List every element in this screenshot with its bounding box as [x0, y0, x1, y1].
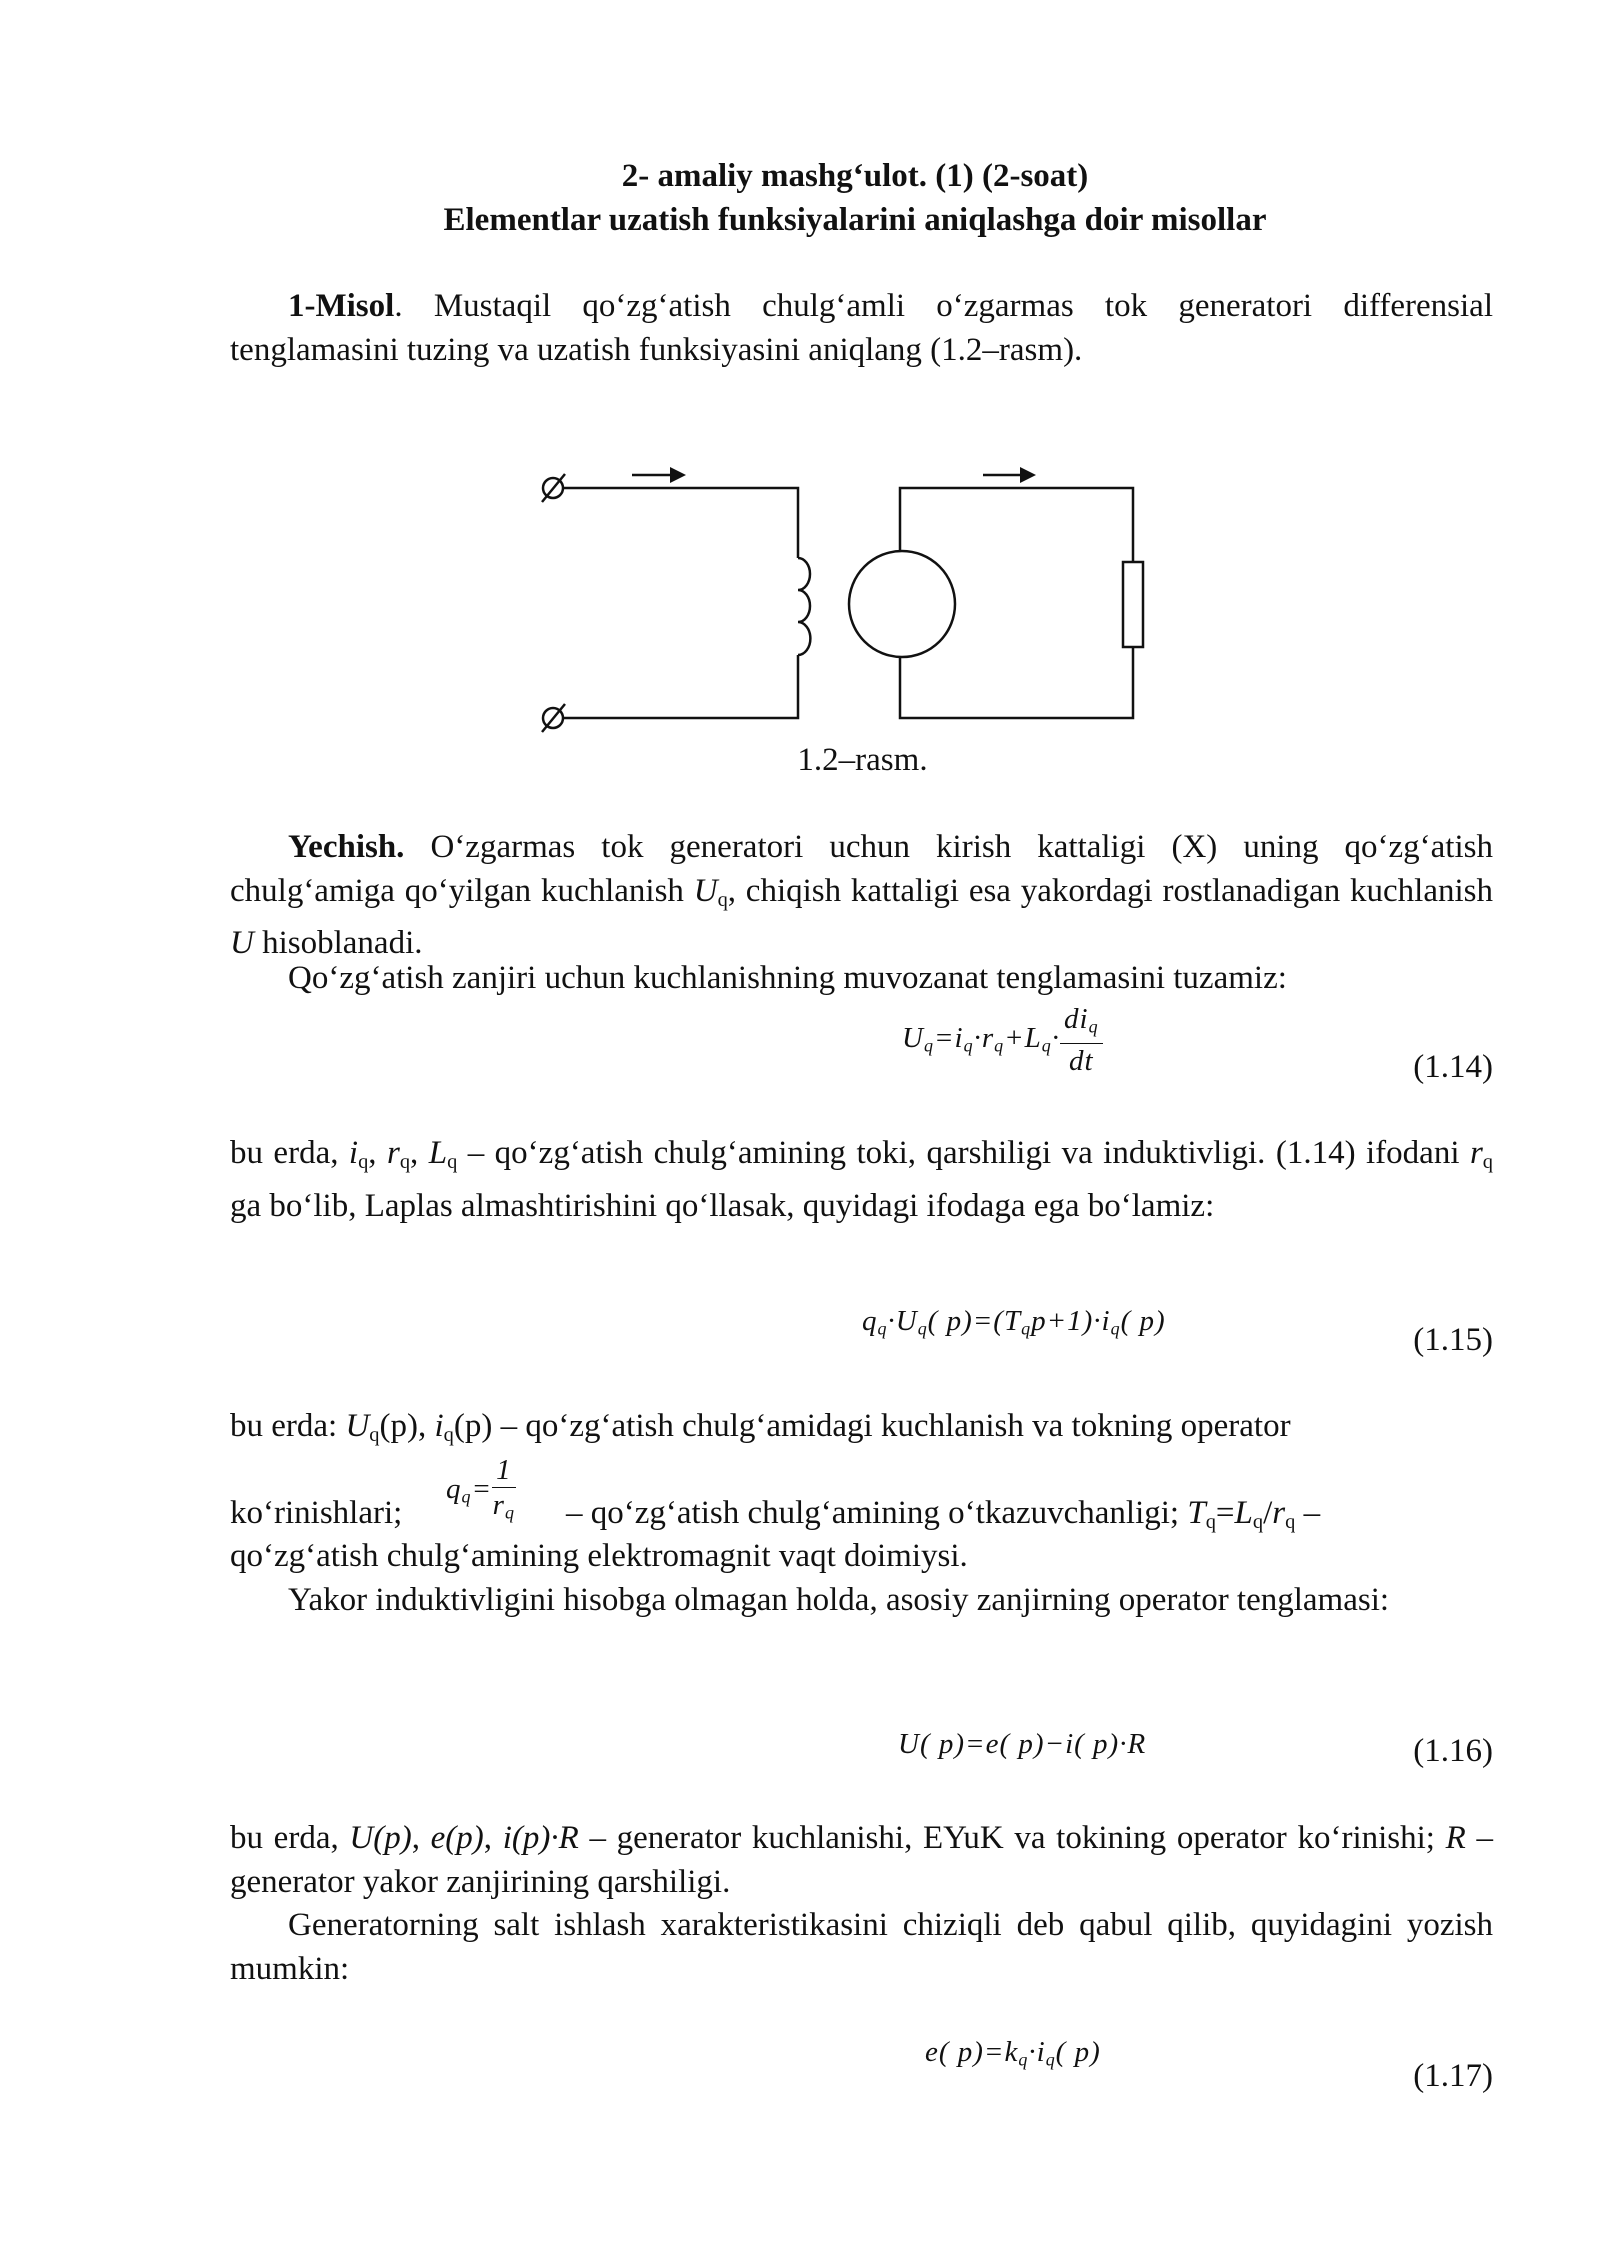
paragraph-idle-characteristic: Generatorning salt ishlash xarakteristikasini chiziqli deb qabul qilib, quyidagini yozish mumkin: — [230, 1907, 1493, 1987]
derivative-fraction: $\frac{di_q}{dt}$ — [1060, 1002, 1103, 1078]
current-arrow-output — [1020, 467, 1036, 483]
paragraph-balance-equation: Qo‘zg‘atish zanjiri uchun kuchlanishning muvozanat tenglamasini tuzamiz: — [288, 960, 1287, 996]
equation-1-14: $U_q=i_q\cdot r_q+L_q\cdot$ $\frac{di_q}{dt}$ — [902, 1002, 1103, 1078]
paragraph-armature: Yakor induktivligini hisobga olmagan holda, asosiy zanjirning operator tenglamasi: — [288, 1582, 1390, 1618]
page-title — [230, 154, 1480, 242]
equation-number-1-15: (1.15) — [1413, 1322, 1493, 1358]
equation-number-1-14: (1.14) — [1413, 1049, 1493, 1085]
excitation-wire-top — [563, 488, 798, 558]
output-wire-bottom — [900, 647, 1133, 718]
solution-label: Yechish. — [288, 829, 405, 865]
example-text: . Mustaqil qo‘zg‘atish chulg‘amli o‘zgarmas tok generatori differensial tenglamasini tuzing va uzatish funksiyasini aniqlang (1.2–rasm). — [230, 288, 1493, 368]
figure-caption: 1.2–rasm. — [797, 742, 928, 778]
conductance-fraction: $\frac{1}{r_q}$ — [492, 1454, 515, 1523]
equation-1-17: e( $p)=k_q\cdot i_q$( p) — [925, 2036, 1101, 2070]
equation-1-15: $q_q\cdot U_q$( $p)=(T_qp+1)\cdot i_q$( p) — [862, 1305, 1166, 1339]
output-wire-top — [900, 488, 1133, 562]
paragraph-laplace: bu erda, $i_q$, $r_q$, $L_q$ – qo‘zg‘atish chulg‘amining toki, qarshiligi va induktivligi. (1.14) ifodani $r_q$ ga bo‘lib, Laplas almashtirishini qo‘llasak, quyidagi ifodaga ega bo‘lamiz: — [230, 1135, 1493, 1224]
excitation-coil — [798, 558, 810, 655]
paragraph-operator-form: bu erda: $U_q(p)$, $i_q(p)$ – qo‘zg‘atish chulg‘amidagi kuchlanish va tokning operator — [230, 1408, 1291, 1447]
generator-symbol — [849, 551, 955, 657]
equation-1-16: U( p)=e( p)−i( p)·R — [898, 1728, 1147, 1760]
excitation-wire-bottom — [563, 655, 798, 718]
circuit-diagram — [520, 450, 1160, 750]
title-line-2: Elementlar uzatish funksiyalarini aniqlashga doir misollar — [443, 202, 1267, 238]
current-arrow-input — [670, 467, 686, 483]
paragraph-conductance-line: ko‘rinishlari; – qo‘zg‘atish chulg‘amining o‘tkazuvchanligi; $T_q=L_q/r_q$ – — [230, 1495, 1321, 1534]
equation-number-1-16: (1.16) — [1413, 1733, 1493, 1769]
equation-number-1-17: (1.17) — [1413, 2058, 1493, 2094]
paragraph-time-constant: qo‘zg‘atish chulg‘amining elektromagnit vaqt doimiysi. — [230, 1538, 968, 1574]
paragraph-generator-voltage: bu erda, U(p), e(p), i(p)·R – generator kuchlanishi, EYuK va tokining operator ko‘rinishi; R – generator yakor zanjirining qarshiligi. — [230, 1820, 1494, 1900]
title-line-1: 2- amaliy mashg‘ulot. (1) (2-soat) — [621, 158, 1089, 194]
example-1-paragraph — [230, 285, 1493, 372]
example-label: 1-Misol — [288, 288, 395, 324]
conductance-formula: $q_q=$ $\frac{1}{r_q}$ — [446, 1453, 516, 1529]
solution-paragraph: Yechish. O‘zgarmas tok generatori uchun kirish kattaligi (X) uning qo‘zg‘atish chulg‘amiga qo‘yilgan kuchlanish $U_q$, chiqish kattaligi esa yakordagi rostlanadigan kuchlanish U hisoblanadi. — [230, 829, 1493, 962]
load-resistor — [1123, 562, 1143, 647]
